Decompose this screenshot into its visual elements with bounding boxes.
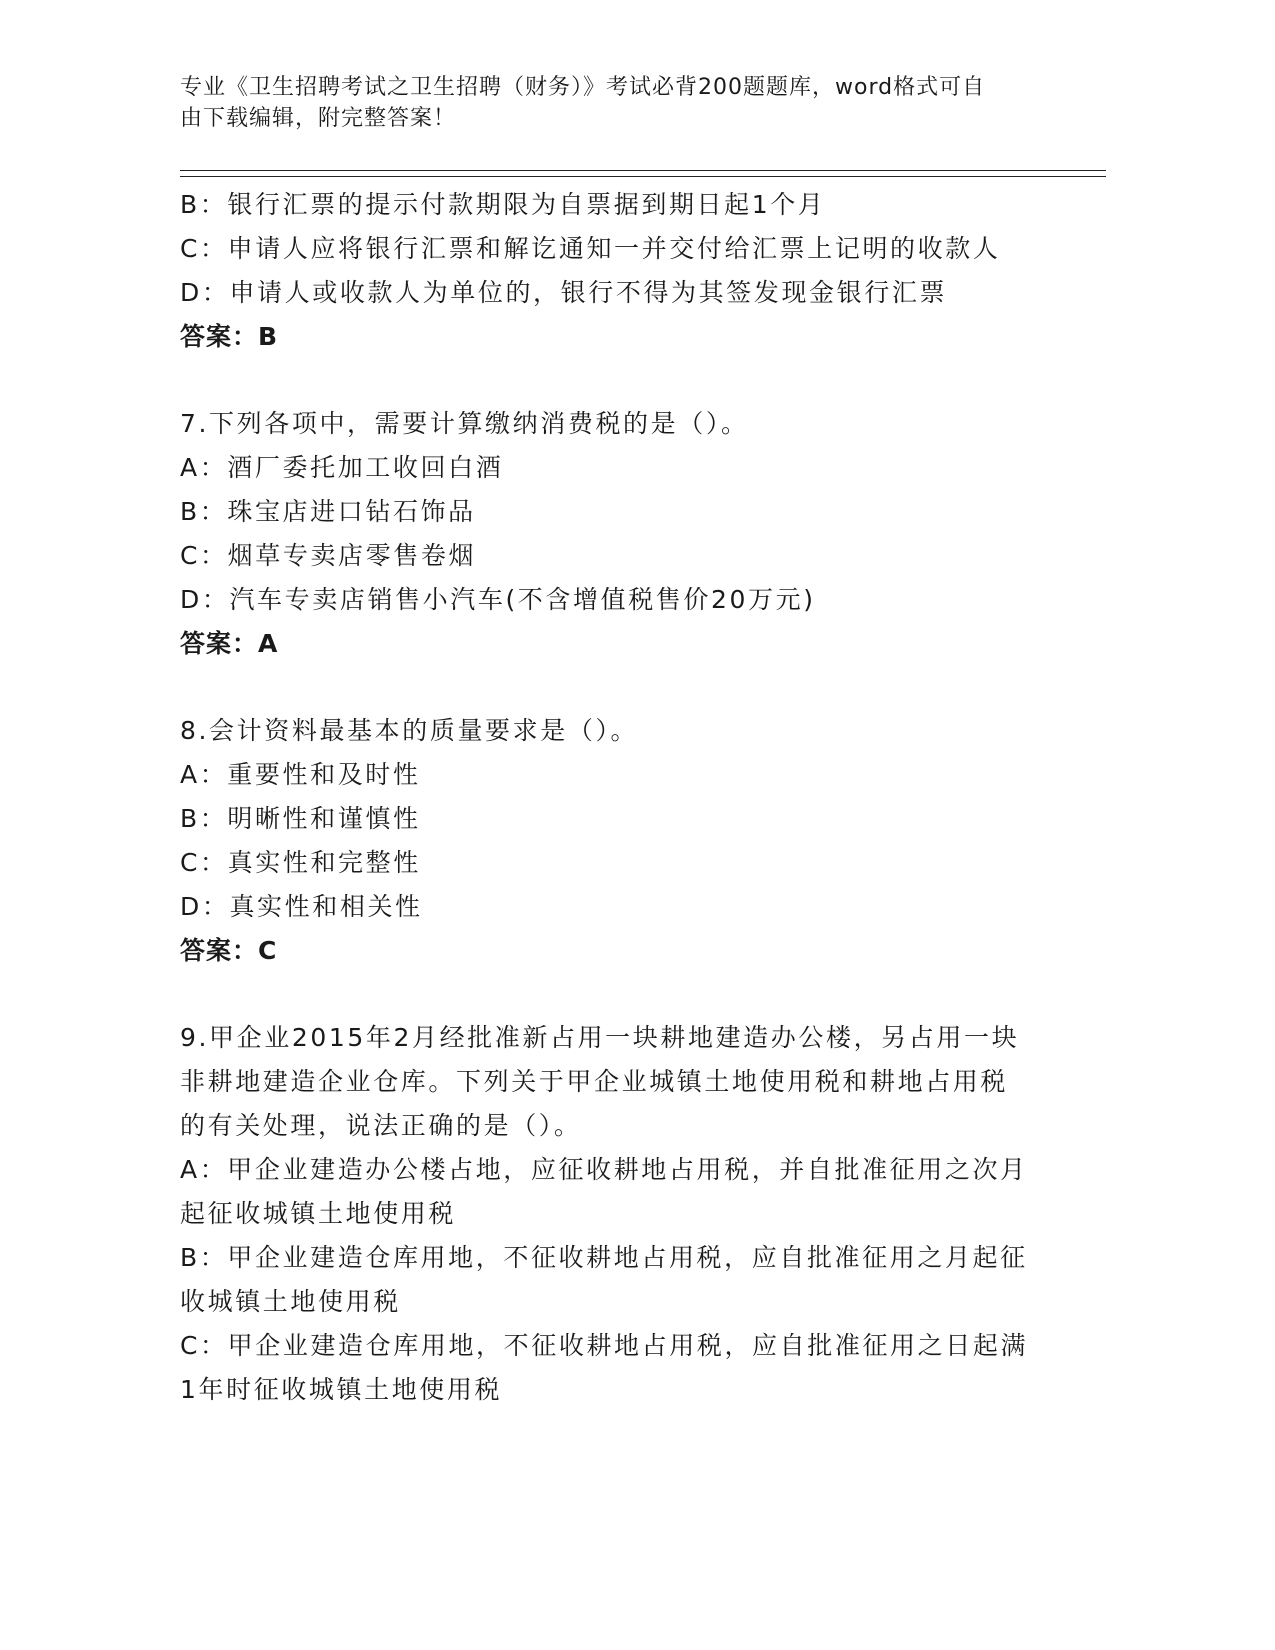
document-header: 专业《卫生招聘考试之卫生招聘（财务）》考试必背200题题库，word格式可自 由下载编辑，附完整答案！ [180,75,986,131]
previous-question [180,183,1040,359]
answer: 答案：B [180,322,279,351]
option-b-line: B：甲企业建造仓库用地，不征收耕地占用税，应自批准征用之月起征 [180,1243,1028,1272]
option-c: C：申请人应将银行汇票和解讫通知一并交付给汇票上记明的收款人 [180,234,1001,263]
question-stem-line: 非耕地建造企业仓库。下列关于甲企业城镇土地使用税和耕地占用税 [180,1067,1009,1096]
option-c-line: 1年时征收城镇土地使用税 [180,1375,503,1404]
spacer [180,973,1040,1016]
option-a: A：重要性和及时性 [180,760,421,789]
answer: 答案：A [180,629,279,658]
option-a-line: A：甲企业建造办公楼占地，应征收耕地占用税，并自批准征用之次月 [180,1155,1028,1184]
question-stem: 7.下列各项中，需要计算缴纳消费税的是（）。 [180,409,749,438]
question-content [180,183,1040,1412]
option-c: C：烟草专卖店零售卷烟 [180,541,477,570]
option-a: A：酒厂委托加工收回白酒 [180,453,504,482]
header-rule-top [180,170,1106,171]
answer: 答案：C [180,936,278,965]
option-c: C：真实性和完整性 [180,848,421,877]
option-b-line: 收城镇土地使用税 [180,1287,401,1316]
option-a-line: 起征收城镇土地使用税 [180,1199,457,1228]
option-c-line: C：甲企业建造仓库用地，不征收耕地占用税，应自批准征用之日起满 [180,1331,1029,1360]
question-9 [180,1016,1040,1412]
header-rule-bottom [180,176,1106,177]
option-d: D：汽车专卖店销售小汽车(不含增值税售价20万元) [180,585,816,614]
option-d: D：真实性和相关性 [180,892,423,921]
option-b: B：银行汇票的提示付款期限为自票据到期日起1个月 [180,190,826,219]
question-8 [180,709,1040,973]
question-stem-line: 的有关处理，说法正确的是（）。 [180,1111,582,1140]
spacer [180,359,1040,402]
question-7 [180,402,1040,666]
option-b: B：明晰性和谨慎性 [180,804,421,833]
spacer [180,666,1040,709]
question-stem: 8.会计资料最基本的质量要求是（）。 [180,716,639,745]
question-stem-line: 9.甲企业2015年2月经批准新占用一块耕地建造办公楼，另占用一块 [180,1023,1020,1052]
option-d: D：申请人或收款人为单位的，银行不得为其签发现金银行汇票 [180,278,948,307]
option-b: B：珠宝店进口钻石饰品 [180,497,476,526]
